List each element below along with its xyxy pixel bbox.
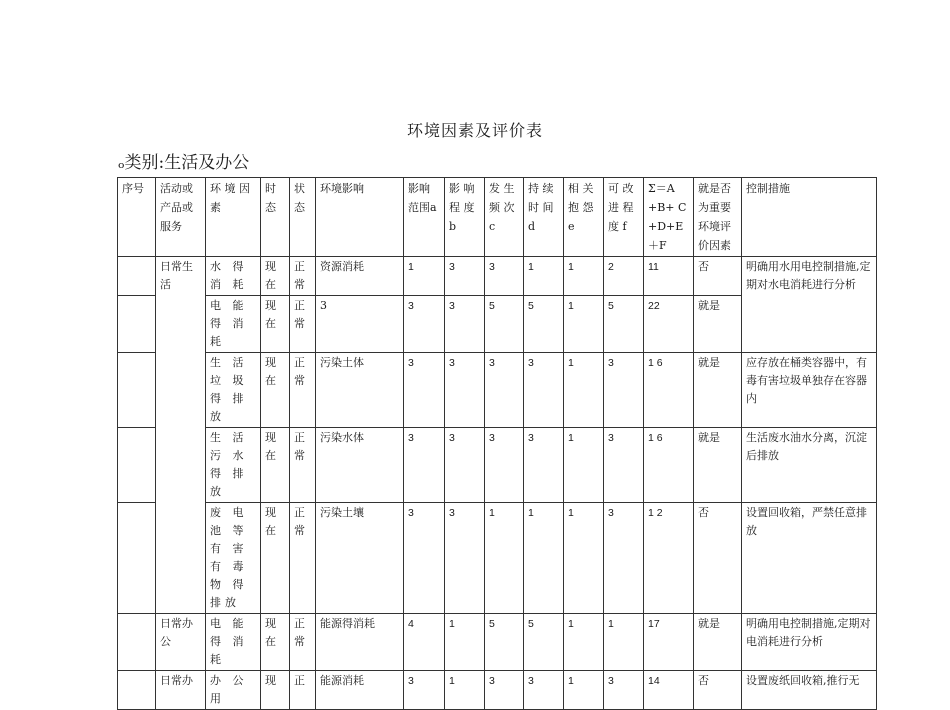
table-row <box>118 614 877 671</box>
header-impact: 环境影响 <box>316 178 404 257</box>
cell-control: 设置回收箱，严禁任意排放 <box>742 503 877 614</box>
cell-e: 1 <box>564 671 604 710</box>
cell-a: 3 <box>404 353 445 428</box>
cell-control: 明确用水用电控制措施,定期对水电消耗进行分析 <box>742 257 877 353</box>
cell-b: 3 <box>445 296 485 353</box>
header-e: 相 关 抱 怨 e <box>564 178 604 257</box>
table-row <box>118 503 877 614</box>
header-d: 持 续 时 间 d <box>524 178 564 257</box>
page-title: 环境因素及评价表 <box>406 121 543 140</box>
cell-f: 2 <box>604 257 644 296</box>
cell-sum: 22 <box>644 296 694 353</box>
cell-a: 4 <box>404 614 445 671</box>
cell-activity-daily-office-2: 日常办 <box>156 671 206 710</box>
cell-important: 就是 <box>694 296 742 353</box>
cell-e: 1 <box>564 353 604 428</box>
cell-state: 正常 <box>290 428 316 503</box>
cell-control: 设置废纸回收箱,推行无 <box>742 671 877 710</box>
cell-f: 3 <box>604 353 644 428</box>
cell-factor: 生 活 污 水 得 排 放 <box>206 428 261 503</box>
header-tense: 时 态 <box>261 178 290 257</box>
cell-seq <box>118 671 156 710</box>
cell-c: 3 <box>485 257 524 296</box>
cell-factor: 废 电 池 等 有 害 有 毒 物 得排放 <box>206 503 261 614</box>
cell-seq <box>118 257 156 296</box>
cell-tense: 现在 <box>261 503 290 614</box>
table-row <box>118 428 877 503</box>
cell-a: 3 <box>404 503 445 614</box>
cell-tense: 现在 <box>261 296 290 353</box>
cell-sum: 1 6 <box>644 428 694 503</box>
cell-b: 3 <box>445 257 485 296</box>
cell-f: 3 <box>604 503 644 614</box>
table-row <box>118 257 877 296</box>
cell-b: 3 <box>445 503 485 614</box>
cell-e: 1 <box>564 614 604 671</box>
cell-impact: 污染土壤 <box>316 503 404 614</box>
cell-seq <box>118 503 156 614</box>
header-f: 可 改 进 程 度 f <box>604 178 644 257</box>
cell-impact: 污染土体 <box>316 353 404 428</box>
header-state: 状 态 <box>290 178 316 257</box>
cell-seq <box>118 353 156 428</box>
cell-impact: 3 <box>316 296 404 353</box>
cell-important: 就是 <box>694 353 742 428</box>
cell-impact: 能源得消耗 <box>316 614 404 671</box>
cell-sum: 17 <box>644 614 694 671</box>
header-sum: Σ＝A +B+ C +D+E ＋F <box>644 178 694 257</box>
cell-important: 就是 <box>694 428 742 503</box>
cell-impact: 资源消耗 <box>316 257 404 296</box>
cell-a: 3 <box>404 428 445 503</box>
cell-important: 否 <box>694 671 742 710</box>
cell-b: 1 <box>445 614 485 671</box>
cell-a: 3 <box>404 671 445 710</box>
table-row <box>118 671 877 710</box>
header-row <box>118 178 877 257</box>
cell-state: 正常 <box>290 353 316 428</box>
cell-state: 正 <box>290 671 316 710</box>
cell-e: 1 <box>564 428 604 503</box>
evaluation-table <box>117 177 877 710</box>
cell-factor: 电 能 得 消耗 <box>206 296 261 353</box>
header-seq: 序号 <box>118 178 156 257</box>
cell-state: 正常 <box>290 296 316 353</box>
cell-control: 生活废水油水分离，沉淀后排放 <box>742 428 877 503</box>
cell-activity-daily-office: 日常办公 <box>156 614 206 671</box>
cell-control: 明确用电控制措施,定期对电消耗进行分析 <box>742 614 877 671</box>
cell-c: 3 <box>485 671 524 710</box>
cell-state: 正常 <box>290 503 316 614</box>
header-a: 影响范围a <box>404 178 445 257</box>
cell-e: 1 <box>564 257 604 296</box>
cell-b: 3 <box>445 353 485 428</box>
header-b: 影 响 程 度 b <box>445 178 485 257</box>
cell-seq <box>118 614 156 671</box>
cell-e: 1 <box>564 296 604 353</box>
cell-d: 1 <box>524 257 564 296</box>
cell-seq <box>118 296 156 353</box>
cell-sum: 1 6 <box>644 353 694 428</box>
category-heading: ₒ类别:生活及办公 <box>118 153 250 173</box>
cell-control: 应存放在桶类容器中，有毒有害垃圾单独存在容器内 <box>742 353 877 428</box>
cell-factor: 水 得 消 耗 <box>206 257 261 296</box>
cell-f: 3 <box>604 671 644 710</box>
cell-d: 5 <box>524 614 564 671</box>
cell-tense: 现 <box>261 671 290 710</box>
cell-f: 3 <box>604 428 644 503</box>
header-c: 发 生 频 次 c <box>485 178 524 257</box>
cell-e: 1 <box>564 503 604 614</box>
cell-d: 3 <box>524 353 564 428</box>
cell-impact: 能源消耗 <box>316 671 404 710</box>
cell-c: 1 <box>485 503 524 614</box>
cell-important: 否 <box>694 257 742 296</box>
cell-tense: 现在 <box>261 614 290 671</box>
cell-c: 3 <box>485 428 524 503</box>
cell-impact: 污染水体 <box>316 428 404 503</box>
cell-tense: 现在 <box>261 428 290 503</box>
cell-f: 1 <box>604 614 644 671</box>
cell-d: 3 <box>524 671 564 710</box>
cell-c: 5 <box>485 296 524 353</box>
cell-b: 1 <box>445 671 485 710</box>
cell-activity-daily-life: 日常生活 <box>156 257 206 614</box>
cell-d: 3 <box>524 428 564 503</box>
cell-important: 否 <box>694 503 742 614</box>
cell-factor: 办 公 用 <box>206 671 261 710</box>
header-control: 控制措施 <box>742 178 877 257</box>
cell-d: 5 <box>524 296 564 353</box>
cell-a: 1 <box>404 257 445 296</box>
header-factor: 环 境 因 素 <box>206 178 261 257</box>
cell-important: 就是 <box>694 614 742 671</box>
table-row <box>118 353 877 428</box>
header-activity: 活动或产品或服务 <box>156 178 206 257</box>
cell-c: 5 <box>485 614 524 671</box>
cell-factor: 生 活 垃 圾 得 排 放 <box>206 353 261 428</box>
cell-b: 3 <box>445 428 485 503</box>
cell-tense: 现在 <box>261 353 290 428</box>
cell-f: 5 <box>604 296 644 353</box>
cell-a: 3 <box>404 296 445 353</box>
cell-sum: 11 <box>644 257 694 296</box>
header-important: 就是否为重要环境评价因素 <box>694 178 742 257</box>
cell-sum: 1 2 <box>644 503 694 614</box>
cell-state: 正常 <box>290 257 316 296</box>
cell-c: 3 <box>485 353 524 428</box>
cell-seq <box>118 428 156 503</box>
cell-state: 正常 <box>290 614 316 671</box>
cell-sum: 14 <box>644 671 694 710</box>
cell-factor: 电 能 得 消耗 <box>206 614 261 671</box>
cell-tense: 现在 <box>261 257 290 296</box>
cell-d: 1 <box>524 503 564 614</box>
